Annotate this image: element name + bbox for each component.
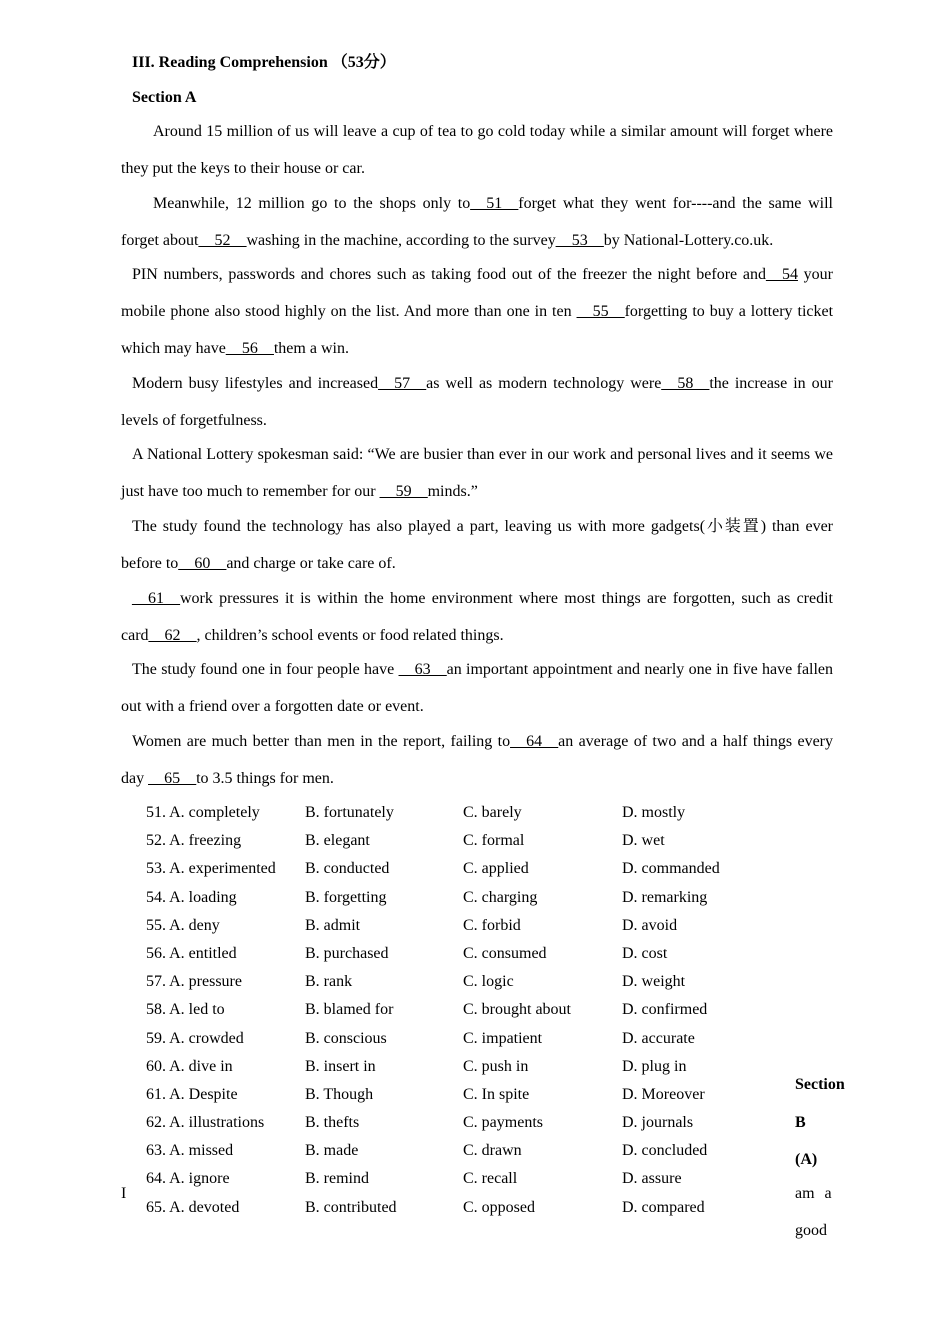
passage-paragraph-7 [121,580,833,654]
option-d: D. compared [622,1198,705,1216]
blank-55: __55__ [576,303,625,320]
option-d: D. Moreover [622,1085,705,1103]
blank-64: __64__ [510,733,559,750]
passage-text: forget about [121,232,199,249]
side-fragment-i: I [121,1185,127,1202]
passage-text: The study found the technology has also played a part, leaving us with more gadgets(小装置) than ever [132,518,833,535]
option-a: 55. A. deny [146,916,220,934]
option-d: D. cost [622,944,668,962]
passage-paragraph-2 [121,185,833,259]
blank-51: __51__ [470,195,519,212]
option-a: 56. A. entitled [146,944,237,962]
option-b: B. thefts [305,1114,360,1132]
passage-paragraph-6 [121,508,833,582]
option-b: B. admit [305,916,361,934]
passage-paragraph-3 [121,256,833,367]
option-a: 65. A. devoted [146,1198,240,1216]
passage-text: The study found one in four people have [132,661,395,678]
option-b: B. Though [305,1085,374,1103]
passage-text: ticket which may have [121,303,834,357]
part-a-heading: (A) [795,1151,818,1168]
passage-text: Around 15 million of us will leave a cup of tea to go cold today while a similar amount will forget [153,123,790,140]
passage-text: before to [121,555,179,572]
option-a: 64. A. ignore [146,1170,230,1188]
passage-text: PIN numbers, passwords and chores such as taking food out of the freezer the night before and [132,266,766,283]
passage-text: as well as modern technology were [426,375,662,392]
option-d: D. journals [622,1114,694,1132]
passage-text: Women are much better than men in the report, failing to [132,733,511,750]
passage-text: Meanwhile, 12 million go to the shops only to [153,195,471,212]
side-fragment-am-a: am a [795,1185,832,1202]
passage-text: the increase in our [709,375,834,392]
option-c: C. forbid [463,916,521,934]
side-fragment-good: good [795,1222,827,1239]
option-b: B. insert in [305,1057,376,1075]
option-a: 60. A. dive in [146,1057,233,1075]
option-c: C. brought about [463,1001,571,1019]
option-c: C. formal [463,832,525,850]
option-b: B. remind [305,1170,369,1188]
option-d: D. confirmed [622,1001,708,1019]
blank-56: __56__ [225,340,274,357]
option-a: 53. A. experimented [146,860,276,878]
passage-text: your mobile phone also stood highly on the list. And more than one in ten [121,266,833,320]
option-c: C. drawn [463,1142,522,1160]
blank-59: __59__ [379,483,428,500]
option-c: C. logic [463,973,514,991]
passage-text: fallen out with a friend over a forgotten date or event. [121,661,834,715]
passage-text: day [121,770,145,787]
option-a: 61. A. Despite [146,1085,238,1103]
blank-65: __65__ [148,770,197,787]
option-c: C. applied [463,860,529,878]
option-b: B. forgetting [305,888,387,906]
option-d: D. wet [622,832,665,850]
option-a: 63. A. missed [146,1142,234,1160]
passage-text: an average of two and a half things every [558,733,833,750]
option-a: 54. A. loading [146,888,237,906]
option-d: D. assure [622,1170,682,1188]
blank-52: __52__ [198,232,247,249]
option-b: B. elegant [305,832,370,850]
option-d: D. commanded [622,860,720,878]
option-b: B. conscious [305,1029,387,1047]
option-a: 57. A. pressure [146,973,242,991]
passage-text: to 3.5 things for men. [196,770,334,787]
passage-text: , children’s school events or food related things. [196,627,504,644]
blank-60: __60__ [178,555,227,572]
passage-text: Modern busy lifestyles and increased [132,375,379,392]
option-c: C. barely [463,804,522,821]
passage-text: forgetting to buy a lottery [624,303,793,320]
passage-text: card [121,627,149,644]
blank-57: __57__ [378,375,427,392]
passage-text: minds.” [427,483,478,500]
option-b: B. rank [305,973,353,991]
option-a: 59. A. crowded [146,1029,244,1047]
blank-58: __58__ [661,375,710,392]
blank-53: __53__ [555,232,604,249]
section-b-letter: B [795,1114,806,1131]
section-title: III. Reading Comprehension （53分） [132,54,396,71]
passage-text: A National Lottery spokesman said: “We are busier than ever in our work and personal lives and it [132,446,767,463]
option-c: C. payments [463,1114,543,1132]
passage-text: forget what they went for----and the same will [518,195,833,212]
passage-paragraph-9 [121,723,833,797]
blank-63: __63__ [398,661,447,678]
option-a: 51. A. completely [146,804,260,821]
blank-54: __54 [765,266,798,283]
section-a-heading: Section A [132,89,197,106]
option-d: D. accurate [622,1029,695,1047]
option-c: C. charging [463,888,538,906]
passage-text: by National-Lottery.co.uk. [603,232,774,249]
option-b: B. purchased [305,944,389,962]
passage-paragraph-4 [121,365,833,439]
passage-paragraph-5 [121,436,833,510]
option-a: 62. A. illustrations [146,1114,265,1132]
option-b: B. conducted [305,860,390,878]
passage-paragraph-1 [121,113,833,187]
option-c: C. consumed [463,944,547,962]
passage-text: levels of forgetfulness. [121,412,267,429]
option-a: 58. A. led to [146,1001,225,1019]
passage-text: washing in the machine, according to the survey [246,232,556,249]
option-d: D. weight [622,973,686,991]
passage-text: them a win. [273,340,349,357]
option-d: D. concluded [622,1142,708,1160]
option-b: B. fortunately [305,804,394,821]
passage-text: seems we just have too much to remember for our [121,446,833,500]
option-c: C. impatient [463,1029,543,1047]
option-a: 52. A. freezing [146,832,242,850]
passage-text: work pressures it is within the home environment where most things are forgotten, such as credit [180,590,833,607]
blank-62: __62__ [148,627,197,644]
passage-text: and charge or take care of. [226,555,396,572]
option-d: D. plug in [622,1057,687,1075]
option-d: D. remarking [622,888,708,906]
option-c: C. push in [463,1057,529,1075]
option-c: C. In spite [463,1085,530,1103]
section-b-heading: Section [795,1076,845,1093]
option-d: D. mostly [622,804,686,821]
option-d: D. avoid [622,916,678,934]
option-c: C. recall [463,1170,518,1188]
passage-text: an important appointment and nearly one in five have [446,661,793,678]
passage-text: where they put the keys to their house or car. [121,123,834,177]
option-b: B. made [305,1142,359,1160]
option-b: B. blamed for [305,1001,394,1019]
passage-paragraph-8 [121,651,833,725]
blank-61: __61__ [132,590,180,607]
option-b: B. contributed [305,1198,397,1216]
option-c: C. opposed [463,1198,535,1216]
